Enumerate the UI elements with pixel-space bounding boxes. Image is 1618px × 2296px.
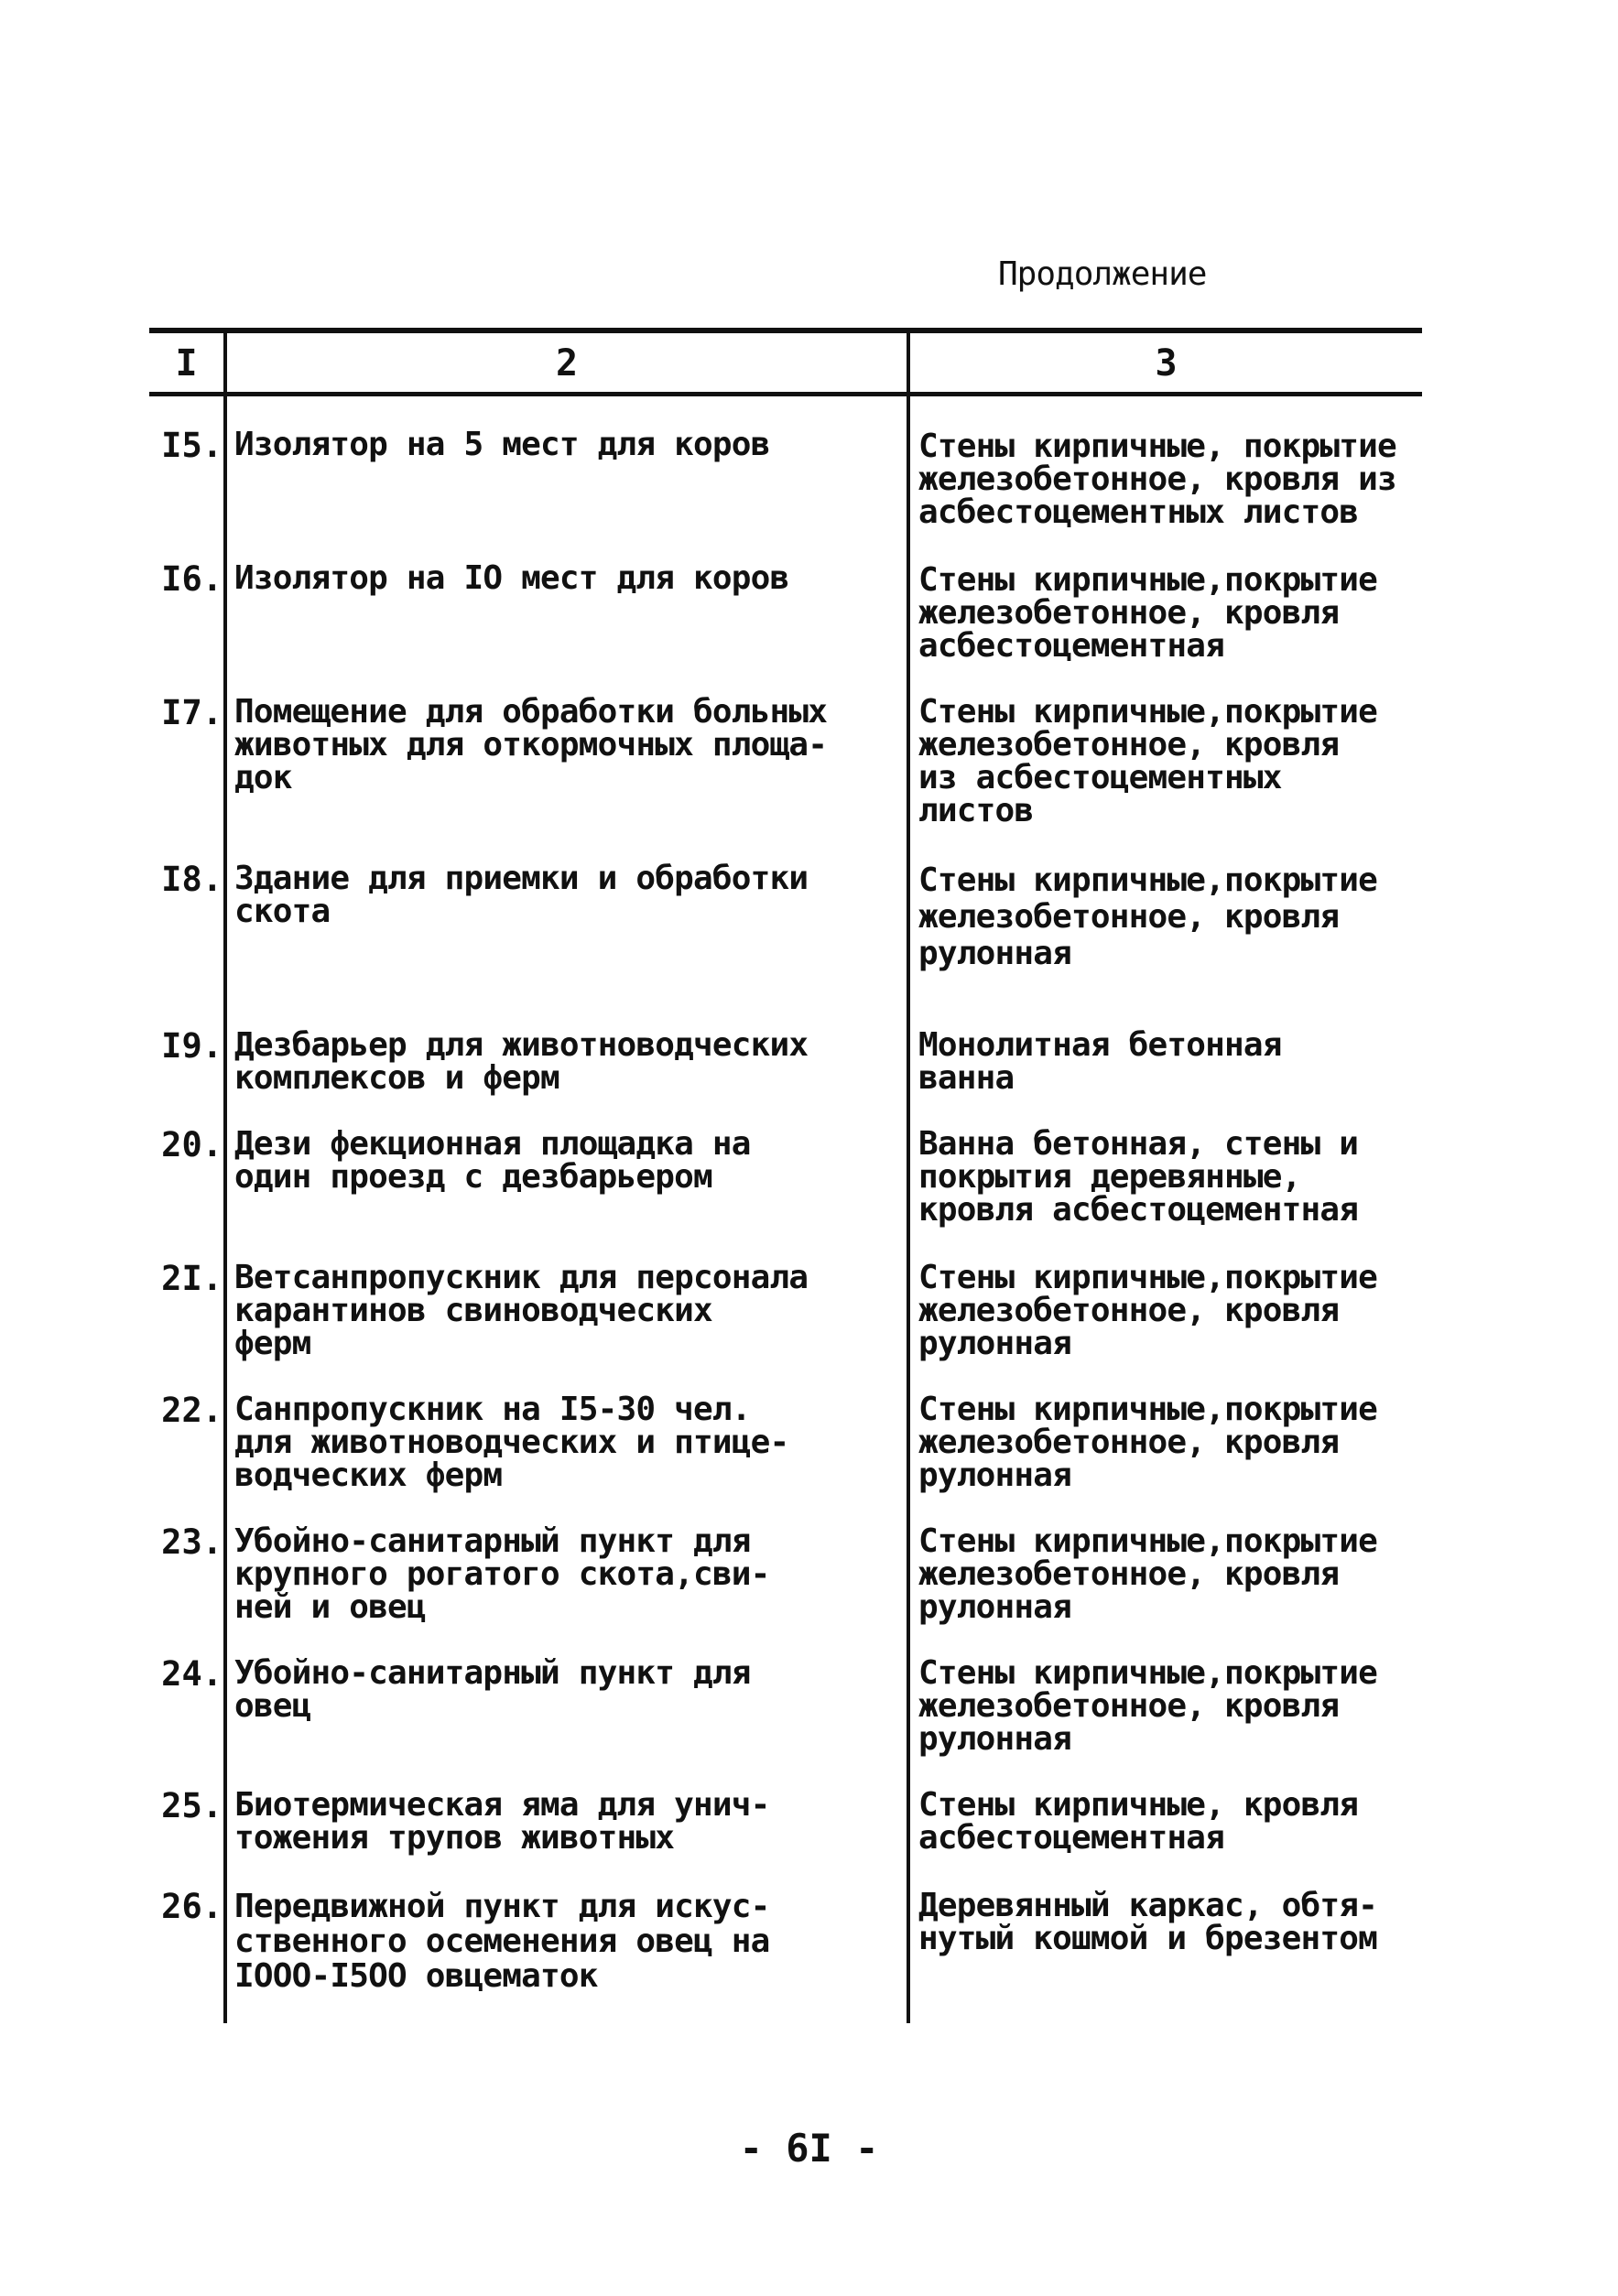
row-number: I8. bbox=[161, 860, 223, 899]
page-number: - 6I - bbox=[739, 2126, 879, 2171]
header-col-1: I bbox=[175, 342, 198, 384]
row-construction: Стены кирпичные,покрытие железобетонное, кровля рулонная bbox=[918, 1259, 1377, 1362]
row-construction: Стены кирпичные, покрытие железобетонное, кровля из асбестоцементных листов bbox=[918, 428, 1396, 531]
row-number: I7. bbox=[161, 693, 223, 732]
row-object-name: Передвижной пункт для искус- ственного осеменения овец на IOOO-I5OO овцематок bbox=[234, 1888, 770, 1995]
row-object-name: Санпропускник на I5-30 чел. для животноводческих и птице- водческих ферм bbox=[234, 1391, 789, 1494]
row-number: 20. bbox=[161, 1125, 223, 1164]
row-object-name: Убойно-санитарный пункт для крупного рогатого скота,сви- ней и овец bbox=[234, 1522, 770, 1626]
header-col-2: 2 bbox=[555, 342, 579, 384]
row-construction: Стены кирпичные,покрытие железобетонное, кровля из асбестоцементных листов bbox=[918, 693, 1377, 829]
row-construction: Стены кирпичные,покрытие железобетонное, кровля рулонная bbox=[918, 1654, 1377, 1758]
row-object-name: Дезбарьер для животноводческих комплексов и ферм bbox=[234, 1026, 809, 1097]
row-number: I5. bbox=[161, 426, 223, 465]
row-number: 2I. bbox=[161, 1259, 223, 1298]
row-construction: Стены кирпичные, кровля асбестоцементная bbox=[918, 1786, 1359, 1857]
row-construction: Стены кирпичные,покрытие железобетонное, кровля рулонная bbox=[918, 861, 1377, 972]
row-construction: Монолитная бетонная ванна bbox=[918, 1026, 1282, 1097]
row-object-name: Убойно-санитарный пункт для овец bbox=[234, 1654, 751, 1725]
row-number: 25. bbox=[161, 1786, 223, 1825]
row-construction: Ванна бетонная, стены и покрытия деревянные, кровля асбестоцементная bbox=[918, 1125, 1359, 1229]
row-object-name: Дези фекционная площадка на один проезд с дезбарьером bbox=[234, 1125, 751, 1196]
row-number: 26. bbox=[161, 1887, 223, 1926]
row-object-name: Здание для приемки и обработки скота bbox=[234, 860, 809, 930]
row-object-name: Изолятор на 5 мест для коров bbox=[234, 426, 770, 463]
header-col-3: 3 bbox=[1155, 342, 1178, 384]
row-object-name: Биотермическая яма для унич- тожения трупов животных bbox=[234, 1786, 770, 1857]
table-top-rule bbox=[149, 328, 1422, 333]
row-number: 23. bbox=[161, 1522, 223, 1562]
row-object-name: Изолятор на IO мест для коров bbox=[234, 559, 789, 597]
column-divider-2 bbox=[907, 330, 910, 2023]
row-construction: Стены кирпичные,покрытие железобетонное, кровля асбестоцементная bbox=[918, 561, 1377, 665]
row-construction: Стены кирпичные,покрытие железобетонное, кровля рулонная bbox=[918, 1391, 1377, 1494]
row-number: 24. bbox=[161, 1654, 223, 1694]
continuation-label: Продолжение bbox=[998, 255, 1207, 293]
column-divider-1 bbox=[223, 330, 227, 2023]
row-object-name: Ветсанпропускник для персонала карантинов свиноводческих ферм bbox=[234, 1259, 809, 1362]
table-header-rule bbox=[149, 392, 1422, 396]
row-construction: Стены кирпичные,покрытие железобетонное, кровля рулонная bbox=[918, 1522, 1377, 1626]
row-number: I9. bbox=[161, 1026, 223, 1066]
row-construction: Деревянный каркас, обтя- нутый кошмой и брезентом bbox=[918, 1887, 1377, 1957]
row-number: I6. bbox=[161, 559, 223, 599]
row-number: 22. bbox=[161, 1391, 223, 1430]
row-object-name: Помещение для обработки больных животных для откормочных площа- док bbox=[234, 693, 828, 796]
